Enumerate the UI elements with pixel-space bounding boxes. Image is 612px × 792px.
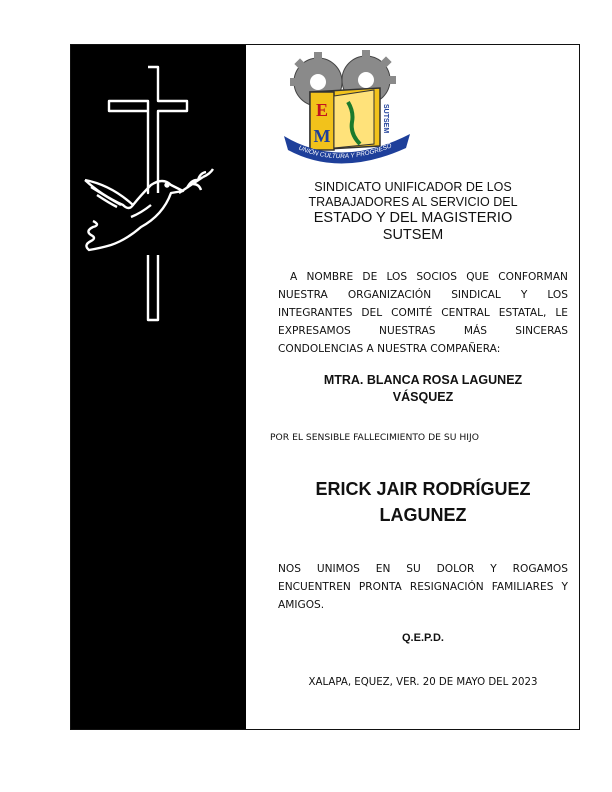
logo-letter-e: E — [315, 100, 329, 120]
recipient-line-2: VÁSQUEZ — [392, 390, 454, 404]
logo-side-text: SUTSEM — [382, 104, 389, 134]
header-line-2: TRABAJADORES AL SERVICIO DEL — [308, 195, 518, 209]
header-line-4: SUTSEM — [382, 227, 444, 243]
deceased-line-1: ERICK JAIR RODRÍGUEZ — [315, 479, 531, 499]
cause-text: POR EL SENSIBLE FALLECIMIENTO DE SU HIJO — [270, 432, 479, 443]
cross-stem — [148, 255, 158, 320]
header-line-1: SINDICATO UNIFICADOR DE LOS — [314, 180, 512, 194]
deceased-line-2: LAGUNEZ — [379, 505, 467, 525]
cross-icon — [109, 67, 187, 193]
recipient-line-1: MTRA. BLANCA ROSA LAGUNEZ — [323, 373, 523, 387]
logo-ribbon-text: UNIÓN CULTURA Y PROGRESO — [297, 142, 393, 161]
closing-message: NOS UNIMOS EN SU DOLOR Y ROGAMOS ENCUENTREN PRONTA RESIGNACIÓN FAMILIARES Y AMIGOS. — [278, 563, 568, 611]
deceased-name — [278, 476, 568, 528]
union-header — [246, 180, 580, 244]
qepd-text: Q.E.P.D. — [402, 632, 444, 644]
sutsem-logo — [270, 50, 420, 175]
black-side-panel — [71, 45, 246, 729]
place-date: XALAPA, EQUEZ, VER. 20 DE MAYO DEL 2023 — [308, 677, 538, 688]
logo-letter-m: M — [313, 126, 331, 146]
condolence-message: A NOMBRE DE LOS SOCIOS QUE CONFORMAN NUESTRA ORGANIZACIÓN SINDICAL Y LOS INTEGRANTES DEL COMITÉ CENTRAL ESTATAL, LE EXPRESAMOS NUESTRAS MÁS SINCERAS CONDOLENCIAS A NUESTRA COMPAÑERA: — [278, 271, 568, 355]
header-line-3: ESTADO Y DEL MAGISTERIO — [313, 210, 513, 226]
recipient-name — [278, 372, 568, 406]
cross-dove-illustration — [71, 45, 246, 729]
